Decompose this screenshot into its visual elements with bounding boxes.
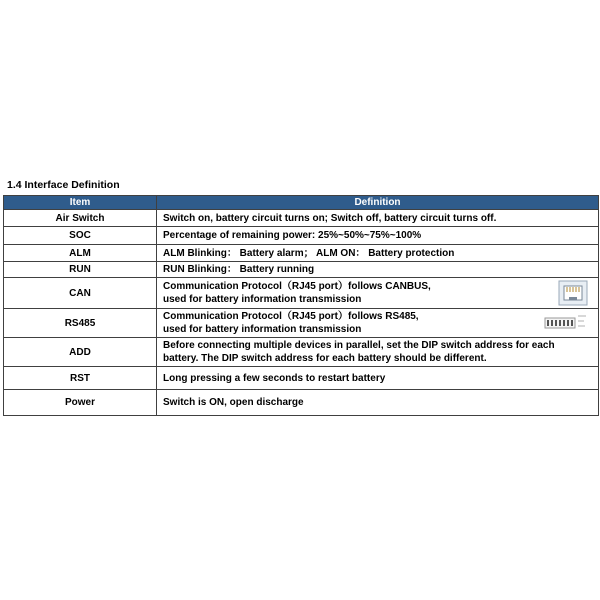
definition-line: Communication Protocol（RJ45 port）follows RS485, <box>163 311 419 322</box>
table-row <box>4 245 599 262</box>
table-row <box>4 210 599 227</box>
row-item-rst: RST <box>4 367 157 390</box>
table-row <box>4 278 599 309</box>
definition-line: Before connecting multiple devices in parallel, set the DIP switch address for each <box>163 340 555 351</box>
row-definition-power <box>157 390 599 416</box>
row-item-run: RUN <box>4 262 157 278</box>
definition-line: RUN Blinking： Battery running <box>163 264 315 275</box>
definition-line: used for battery information transmission <box>163 294 362 305</box>
definition-line: Switch on, battery circuit turns on; Switch off, battery circuit turns off. <box>163 212 497 224</box>
row-item-air-switch: Air Switch <box>4 210 157 227</box>
row-item-soc: SOC <box>4 227 157 245</box>
header-item: Item <box>4 196 157 210</box>
row-definition-rst <box>157 367 599 390</box>
table-row <box>4 227 599 245</box>
table-header-row <box>4 196 599 210</box>
row-definition-run <box>157 262 599 278</box>
row-definition-air-switch <box>157 210 599 227</box>
row-item-alm: ALM <box>4 245 157 262</box>
row-item-can: CAN <box>4 278 157 309</box>
definition-line: Switch is ON, open discharge <box>163 397 304 408</box>
row-definition-alm <box>157 245 599 262</box>
table-row <box>4 262 599 278</box>
definition-line: Communication Protocol（RJ45 port）follows CANBUS, <box>163 281 431 292</box>
row-item-rs485: RS485 <box>4 309 157 338</box>
dip-switch-icon <box>544 312 588 334</box>
row-item-power: Power <box>4 390 157 416</box>
row-definition-can <box>157 278 599 309</box>
row-definition-soc <box>157 227 599 245</box>
table-row <box>4 367 599 390</box>
definition-line: Long pressing a few seconds to restart battery <box>163 372 386 384</box>
definition-line: used for battery information transmission <box>163 324 362 335</box>
definition-line: ALM Blinking： Battery alarm； ALM ON： Battery protection <box>163 247 455 259</box>
section-title: 1.4 Interface Definition <box>7 179 120 191</box>
definition-line: battery. The DIP switch address for each battery should be different. <box>163 353 487 364</box>
table-row <box>4 309 599 338</box>
table-row <box>4 338 599 367</box>
rj45-port-icon <box>558 280 588 306</box>
row-definition-rs485 <box>157 309 599 338</box>
table-row <box>4 390 599 416</box>
definition-line: Percentage of remaining power: 25%~50%~75%~100% <box>163 230 422 241</box>
row-definition-add <box>157 338 599 367</box>
row-item-add: ADD <box>4 338 157 367</box>
interface-definition-table <box>3 195 599 416</box>
header-definition: Definition <box>157 196 599 210</box>
